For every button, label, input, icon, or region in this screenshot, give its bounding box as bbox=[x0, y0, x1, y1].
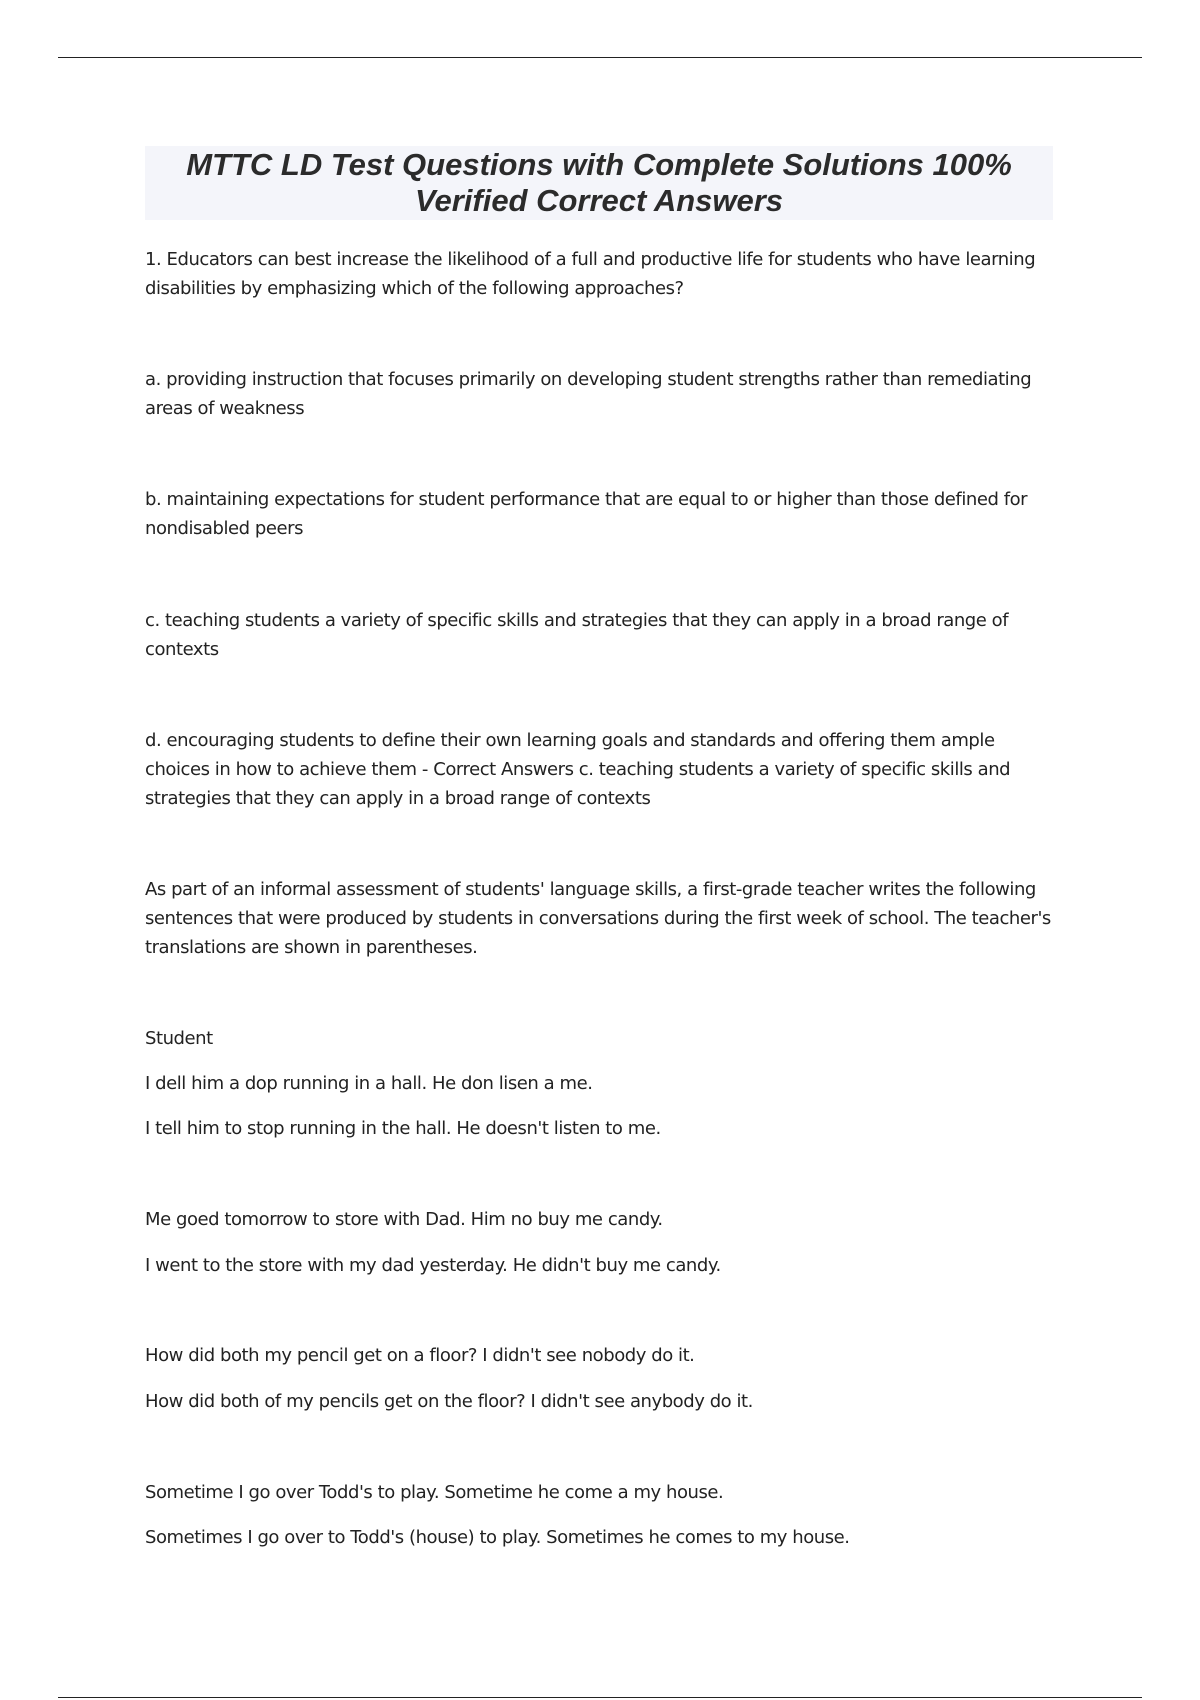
student-sentence-2: Me goed tomorrow to store with Dad. Him no buy me candy. bbox=[145, 1209, 663, 1230]
translation-4: Sometimes I go over to Todd's (house) to play. Sometimes he comes to my house. bbox=[145, 1527, 850, 1548]
top-rule bbox=[58, 57, 1142, 58]
question-1-option-c: c. teaching students a variety of specific skills and strategies that they can apply in a broad range of contexts bbox=[145, 610, 1009, 660]
question-1-option-b: b. maintaining expectations for student performance that are equal to or higher than those defined for nondisabled peers bbox=[145, 489, 1028, 539]
question-1-option-a: a. providing instruction that focuses primarily on developing student strengths rather than remediating areas of weakness bbox=[145, 369, 1032, 419]
question-1-stem: 1. Educators can best increase the likelihood of a full and productive life for students who have learning disabilities by emphasizing which of the following approaches? bbox=[145, 249, 1036, 299]
bottom-rule bbox=[58, 1697, 1142, 1698]
student-sentence-4: Sometime I go over Todd's to play. Sometime he come a my house. bbox=[145, 1482, 724, 1503]
student-heading: Student bbox=[145, 1028, 213, 1049]
translation-3: How did both of my pencils get on the floor? I didn't see anybody do it. bbox=[145, 1391, 753, 1412]
student-sentence-3: How did both my pencil get on a floor? I didn't see nobody do it. bbox=[145, 1345, 695, 1366]
document-title: MTTC LD Test Questions with Complete Solutions 100% Verified Correct Answers bbox=[186, 147, 1012, 218]
translation-1: I tell him to stop running in the hall. He doesn't listen to me. bbox=[145, 1118, 661, 1139]
translation-2: I went to the store with my dad yesterday. He didn't buy me candy. bbox=[145, 1255, 721, 1276]
student-sentence-1: I dell him a dop running in a hall. He don lisen a me. bbox=[145, 1073, 593, 1094]
question-1-option-d-answer: d. encouraging students to define their own learning goals and standards and offering them ample choices in how to achieve them - Correct Answers c. teaching students a variety of specific skills and strategies that they can apply in a broad range of contexts bbox=[145, 730, 1011, 809]
question-2-intro: As part of an informal assessment of students' language skills, a first-grade teacher writes the following sentences that were produced by students in conversations during the first week of school. The teacher's translations are shown in parentheses. bbox=[145, 879, 1051, 958]
title-banner bbox=[145, 146, 1053, 220]
